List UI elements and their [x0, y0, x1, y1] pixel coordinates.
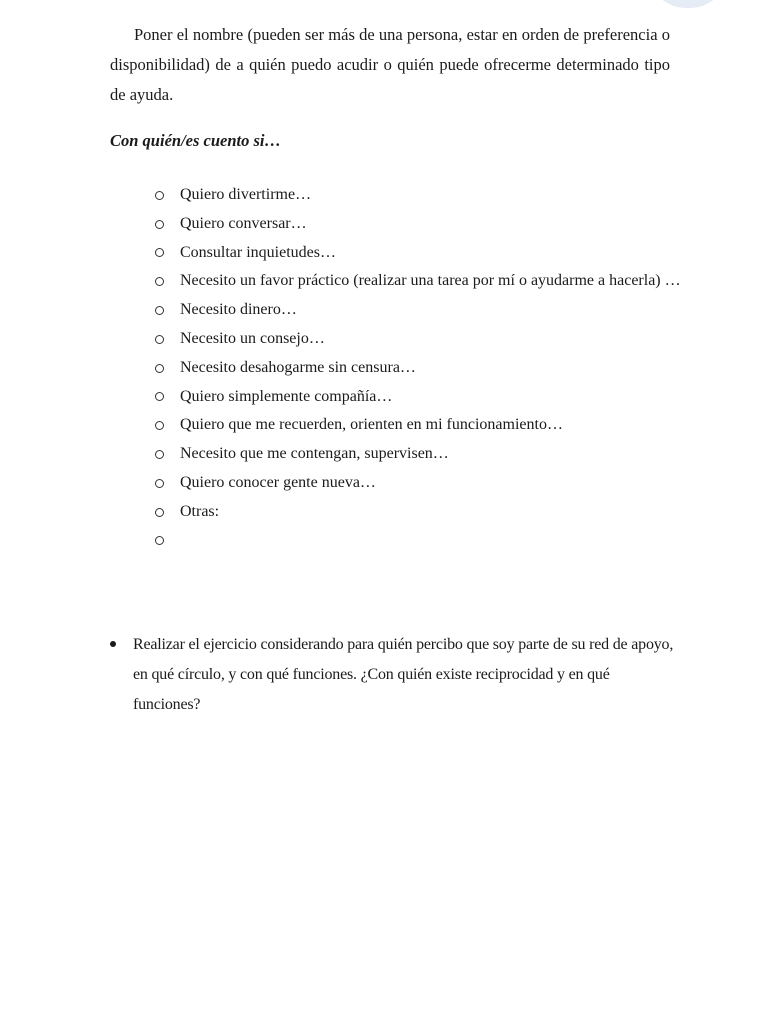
- support-situations-list: [155, 181, 681, 555]
- list-item-label: Necesito un consejo…: [180, 329, 325, 347]
- circle-bullet-icon: [155, 248, 164, 257]
- bullet-icon: [110, 641, 116, 647]
- corner-decoration: [648, 0, 728, 8]
- list-item: [155, 267, 681, 296]
- circle-bullet-icon: [155, 392, 164, 401]
- list-item: [155, 181, 681, 210]
- list-item: [155, 498, 681, 527]
- list-item: [155, 325, 681, 354]
- circle-bullet-icon: [155, 450, 164, 459]
- list-item-label: Necesito desahogarme sin censura…: [180, 358, 416, 376]
- list-item-label: Otras:: [180, 502, 220, 520]
- list-item-label: Quiero divertirme…: [180, 186, 312, 203]
- list-item: [155, 354, 681, 383]
- list-item: [155, 296, 681, 325]
- list-item: [155, 239, 681, 268]
- circle-bullet-icon: [155, 220, 164, 229]
- list-item: [155, 527, 681, 556]
- exercise-bullet: [110, 630, 680, 720]
- exercise-text: Realizar el ejercicio considerando para quién percibo que soy parte de su red de apoyo, en qué círculo, y con qué funciones. ¿Con quién existe reciprocidad y en qué funciones?: [133, 636, 674, 713]
- list-item-label: Quiero conversar…: [180, 214, 307, 232]
- list-item-label: Quiero que me recuerden, orienten en mi funcionamiento…: [180, 416, 563, 434]
- list-item-label: Necesito dinero…: [180, 301, 297, 319]
- circle-bullet-icon: [155, 277, 164, 286]
- list-item-label: Quiero simplemente compañía…: [180, 387, 393, 405]
- list-item: [155, 469, 681, 498]
- list-item: [155, 440, 681, 469]
- circle-bullet-icon: [155, 306, 164, 315]
- circle-bullet-icon: [155, 191, 164, 200]
- list-item-label: Quiero conocer gente nueva…: [180, 473, 376, 491]
- circle-bullet-icon: [155, 479, 164, 488]
- circle-bullet-icon: [155, 536, 164, 545]
- circle-bullet-icon: [155, 335, 164, 344]
- list-item-label: Consultar inquietudes…: [180, 243, 336, 261]
- section-heading: Con quién/es cuento si…: [110, 131, 281, 150]
- list-item: [155, 210, 681, 239]
- circle-bullet-icon: [155, 421, 164, 430]
- list-item: [155, 383, 681, 412]
- list-item-label: Necesito un favor práctico (realizar una tarea por mí o ayudarme a hacerla) …: [180, 272, 681, 290]
- circle-bullet-icon: [155, 508, 164, 517]
- circle-bullet-icon: [155, 364, 164, 373]
- list-item: [155, 411, 681, 440]
- list-item-label: Necesito que me contengan, supervisen…: [180, 445, 449, 463]
- intro-paragraph: Poner el nombre (pueden ser más de una persona, estar en orden de preferencia o disponibilidad) de a quién puedo acudir o quién puede ofrecerme determinado tipo de ayuda.: [110, 25, 670, 104]
